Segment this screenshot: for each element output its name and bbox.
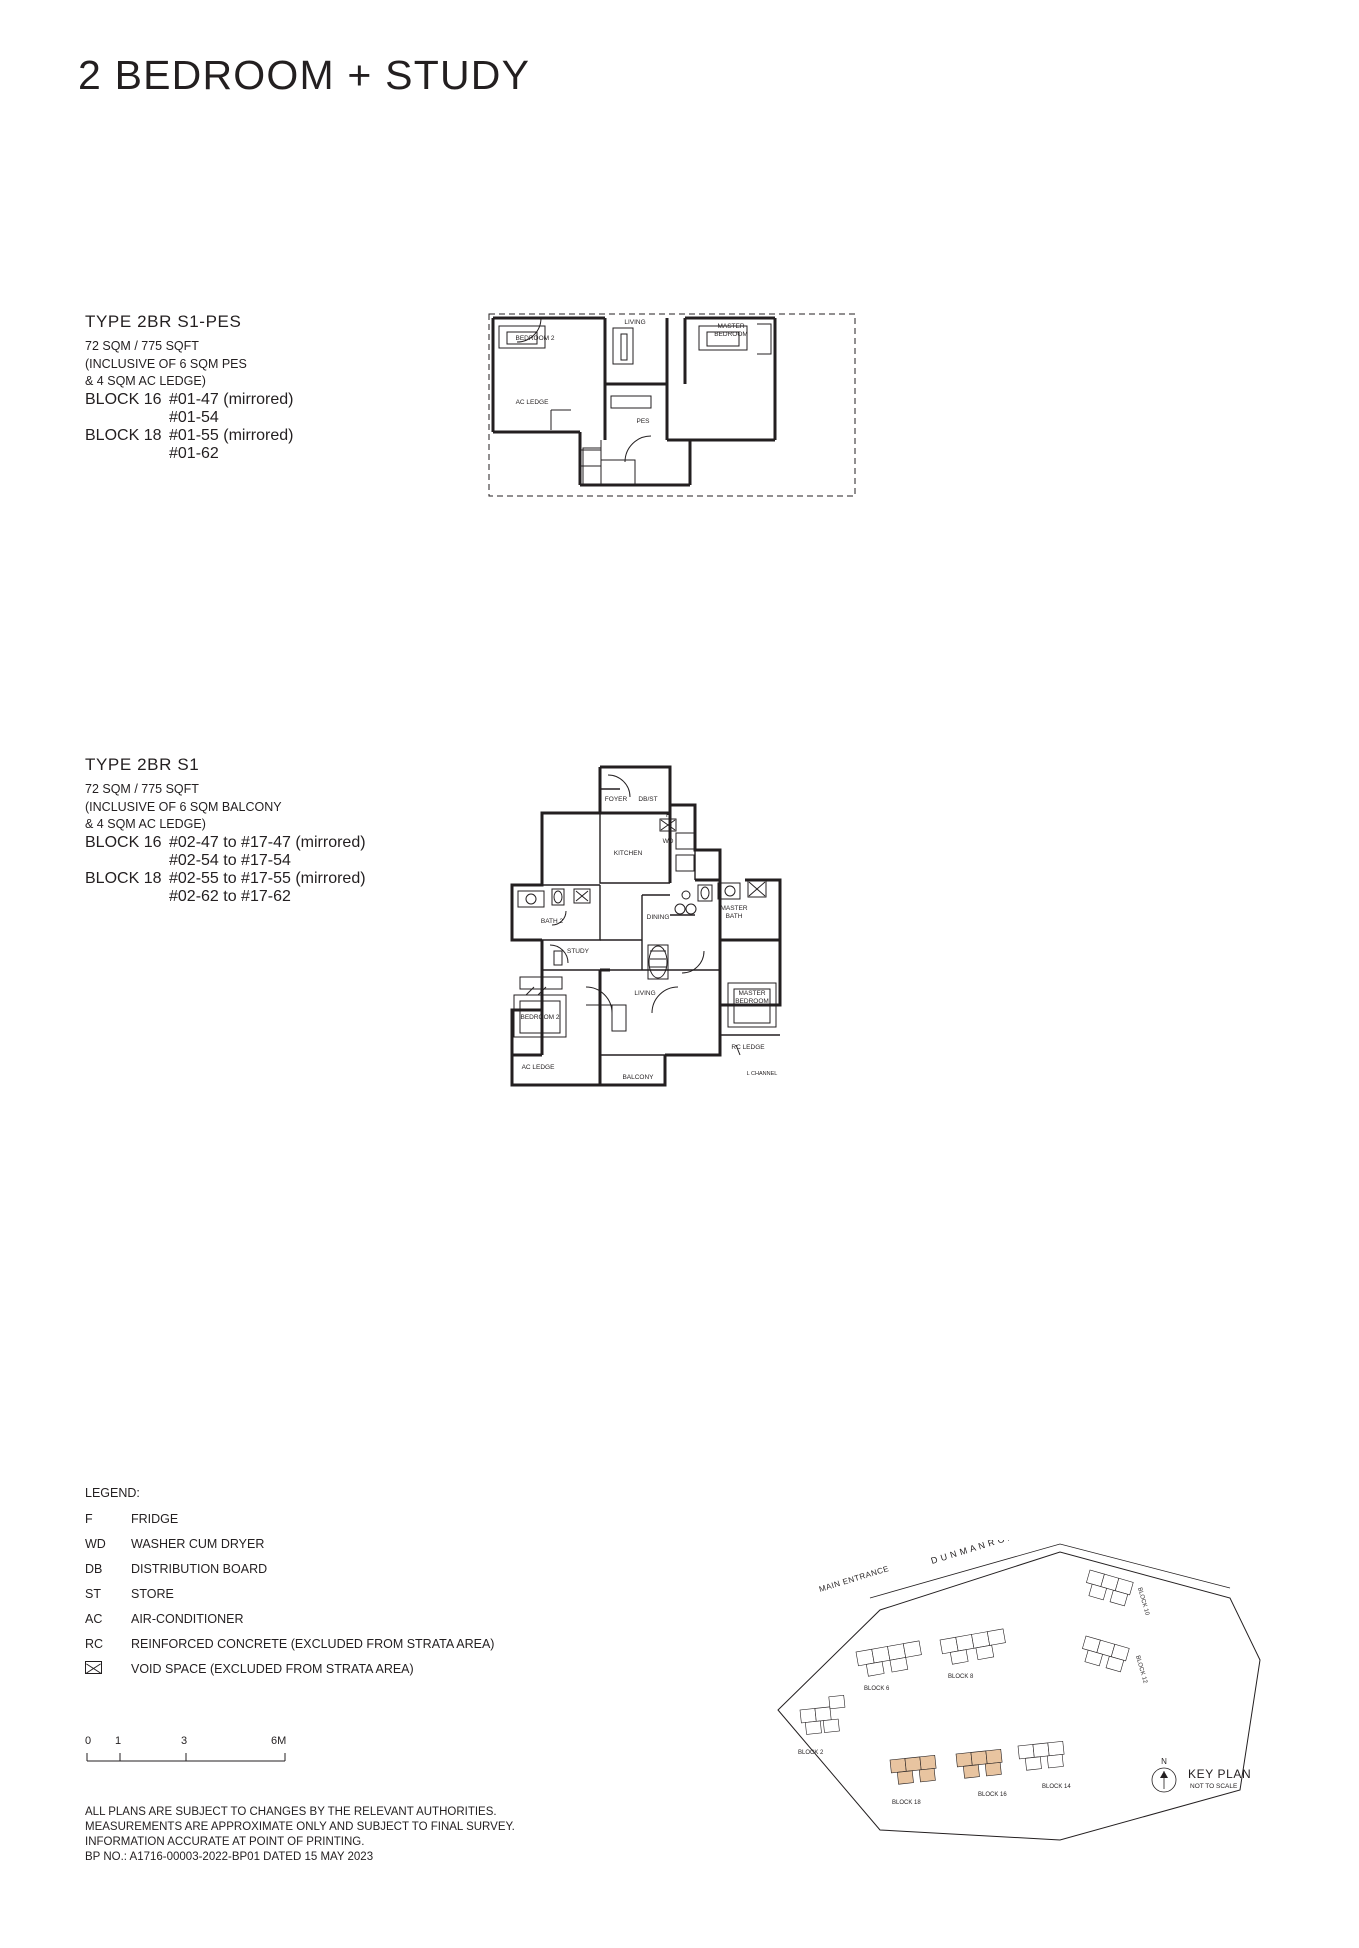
road-label: D U N M A N R O A D xyxy=(929,1540,1024,1566)
unit-area: 72 SQM / 775 SQFT xyxy=(85,782,199,796)
unit-block-row xyxy=(85,834,366,852)
site-boundary xyxy=(778,1552,1260,1840)
north-label: N xyxy=(1161,1757,1167,1766)
legend-key: ST xyxy=(85,1587,101,1601)
unit-note-line-1: (INCLUSIVE OF 6 SQM PES xyxy=(85,356,247,371)
block-units: #02-47 to #17-47 (mirrored) xyxy=(169,833,366,851)
unit-note-line-2: & 4 SQM AC LEDGE) xyxy=(85,374,206,388)
room-label-living: LIVING xyxy=(624,319,646,326)
room-label-study: STUDY xyxy=(566,948,590,955)
legend-value: DISTRIBUTION BOARD xyxy=(131,1562,268,1576)
footnote-line-4: BP NO.: A1716-00003-2022-BP01 DATED 15 MAY 2023 xyxy=(85,1851,374,1863)
unit-info-2br-s1-pes xyxy=(85,312,293,463)
legend-key-void xyxy=(85,1657,131,1682)
block-cluster-6 xyxy=(856,1641,924,1678)
legend-item xyxy=(85,1632,494,1657)
room-label-rc-ledge: RC LEDGE xyxy=(731,1044,765,1051)
legend-value: STORE xyxy=(131,1587,174,1601)
unit-block-row xyxy=(85,427,293,445)
void-space-icon xyxy=(85,1661,102,1674)
legend-title: LEGEND: xyxy=(85,1486,140,1500)
unit-block-row xyxy=(85,870,366,888)
room-label-living: LIVING xyxy=(634,990,656,997)
keyplan-block-label-14: BLOCK 14 xyxy=(1042,1784,1071,1790)
keyplan-block-label-16: BLOCK 16 xyxy=(978,1792,1007,1798)
keyplan-block-label-2: BLOCK 2 xyxy=(798,1750,824,1756)
scale-bar-graphic xyxy=(85,1749,295,1765)
block-cluster-12 xyxy=(1079,1636,1129,1672)
keyplan-block-label-18: BLOCK 18 xyxy=(892,1800,921,1806)
room-label-bath2: BATH 2 xyxy=(540,918,564,925)
north-arrow-icon xyxy=(1152,1757,1176,1792)
keyplan-block-label-12: BLOCK 12 xyxy=(1134,1654,1148,1685)
key-plan-subtitle: NOT TO SCALE xyxy=(1190,1783,1238,1790)
floorplan-2br-s1-pes xyxy=(485,310,865,500)
key-plan-title: KEY PLAN xyxy=(1188,1767,1252,1781)
room-label-master-1: MASTER xyxy=(738,990,766,997)
block-units: #02-55 to #17-55 (mirrored) xyxy=(169,869,366,887)
room-label-foyer: FOYER xyxy=(604,796,628,803)
unit-type-label: TYPE 2BR S1-PES xyxy=(85,312,242,331)
road-line xyxy=(870,1544,1230,1598)
legend-value: WASHER CUM DRYER xyxy=(131,1537,265,1551)
room-label-bedroom2: BEDROOM 2 xyxy=(520,1014,560,1021)
legend-item xyxy=(85,1507,494,1532)
block-cluster-8 xyxy=(940,1629,1008,1666)
room-label-bedroom2: BEDROOM 2 xyxy=(515,335,555,342)
legend-value: AIR-CONDITIONER xyxy=(131,1612,244,1626)
unit-note-line-1: (INCLUSIVE OF 6 SQM BALCONY xyxy=(85,799,282,814)
legend-item xyxy=(85,1582,494,1607)
footnote-line-3: INFORMATION ACCURATE AT POINT OF PRINTING. xyxy=(85,1836,365,1848)
room-label-master-bath-1: MASTER xyxy=(720,905,748,912)
legend-key: DB xyxy=(85,1562,103,1576)
room-label-balcony: BALCONY xyxy=(622,1074,654,1081)
room-label-master-2: BEDROOM xyxy=(714,331,748,338)
room-label-master-bath-2: BATH xyxy=(725,913,743,920)
room-label-master-2: BEDROOM xyxy=(735,998,769,1005)
footnote-line-1: ALL PLANS ARE SUBJECT TO CHANGES BY THE RELEVANT AUTHORITIES. xyxy=(85,1806,497,1818)
block-units: #01-62 xyxy=(169,444,219,462)
legend xyxy=(85,1486,494,1682)
legend-item xyxy=(85,1607,494,1632)
scale-tick-labels xyxy=(85,1735,325,1749)
block-label: BLOCK 16 xyxy=(85,390,162,408)
legend-item xyxy=(85,1557,494,1582)
room-label-kitchen: KITCHEN xyxy=(613,850,643,857)
legend-item xyxy=(85,1532,494,1557)
scale-tick: 0 xyxy=(85,1735,92,1747)
block-units: #01-47 (mirrored) xyxy=(169,390,294,408)
block-label xyxy=(85,888,169,906)
block-label xyxy=(85,445,169,463)
legend-key: F xyxy=(85,1512,93,1526)
room-label-db-st: DB/ST xyxy=(638,796,658,803)
footnote-line-2: MEASUREMENTS ARE APPROXIMATE ONLY AND SUBJECT TO FINAL SURVEY. xyxy=(85,1821,515,1833)
unit-note-line-2: & 4 SQM AC LEDGE) xyxy=(85,817,206,831)
room-label-ac-ledge: AC LEDGE xyxy=(521,1064,555,1071)
block-label xyxy=(85,409,169,427)
block-units: #02-62 to #17-62 xyxy=(169,887,291,905)
room-label-pes: PES xyxy=(636,418,650,425)
keyplan-block-label-10: BLOCK 10 xyxy=(1136,1586,1150,1617)
room-label-washer-dryer: WD xyxy=(662,838,674,845)
block-label: BLOCK 16 xyxy=(85,833,162,851)
scale-tick: 6M xyxy=(271,1735,287,1747)
block-cluster-18 xyxy=(890,1755,937,1785)
room-label-fridge: F xyxy=(666,812,670,819)
block-cluster-10 xyxy=(1083,1570,1133,1606)
page-title: 2 BEDROOM + STUDY xyxy=(78,52,531,98)
unit-block-row xyxy=(85,445,293,463)
block-label: BLOCK 18 xyxy=(85,426,162,444)
scale-tick: 1 xyxy=(115,1735,122,1747)
footnotes xyxy=(85,1805,515,1865)
unit-type-label: TYPE 2BR S1 xyxy=(85,755,200,774)
scale-tick: 3 xyxy=(181,1735,188,1747)
room-label-ac-ledge: AC LEDGE xyxy=(515,399,549,406)
legend-key: RC xyxy=(85,1637,104,1651)
scale-bar xyxy=(85,1735,325,1770)
block-cluster-14 xyxy=(1018,1741,1065,1771)
unit-block-row xyxy=(85,888,366,906)
block-cluster-16 xyxy=(956,1749,1003,1779)
unit-block-row xyxy=(85,852,366,870)
unit-block-row xyxy=(85,391,293,409)
floorplan-2br-s1 xyxy=(490,755,870,1205)
block-label: BLOCK 18 xyxy=(85,869,162,887)
block-label xyxy=(85,852,169,870)
block-cluster-2 xyxy=(799,1695,847,1735)
legend-value: VOID SPACE (EXCLUDED FROM STRATA AREA) xyxy=(131,1662,414,1676)
room-label-l-channel: L CHANNEL xyxy=(746,1071,778,1077)
block-units: #01-54 xyxy=(169,408,219,426)
key-plan xyxy=(760,1540,1290,1875)
block-units: #02-54 to #17-54 xyxy=(169,851,291,869)
main-entrance-label: MAIN ENTRANCE xyxy=(817,1564,891,1594)
room-label-dining: DINING xyxy=(646,914,670,921)
room-label-master-1: MASTER xyxy=(717,323,745,330)
unit-block-row xyxy=(85,409,293,427)
legend-key: AC xyxy=(85,1612,103,1626)
unit-area: 72 SQM / 775 SQFT xyxy=(85,339,199,353)
legend-value: FRIDGE xyxy=(131,1512,179,1526)
block-units: #01-55 (mirrored) xyxy=(169,426,294,444)
keyplan-block-label-6: BLOCK 6 xyxy=(864,1686,890,1692)
legend-value: REINFORCED CONCRETE (EXCLUDED FROM STRATA AREA) xyxy=(131,1637,495,1651)
unit-info-2br-s1 xyxy=(85,755,366,906)
legend-item xyxy=(85,1657,494,1682)
keyplan-block-label-8: BLOCK 8 xyxy=(948,1674,974,1680)
legend-key: WD xyxy=(85,1537,106,1551)
